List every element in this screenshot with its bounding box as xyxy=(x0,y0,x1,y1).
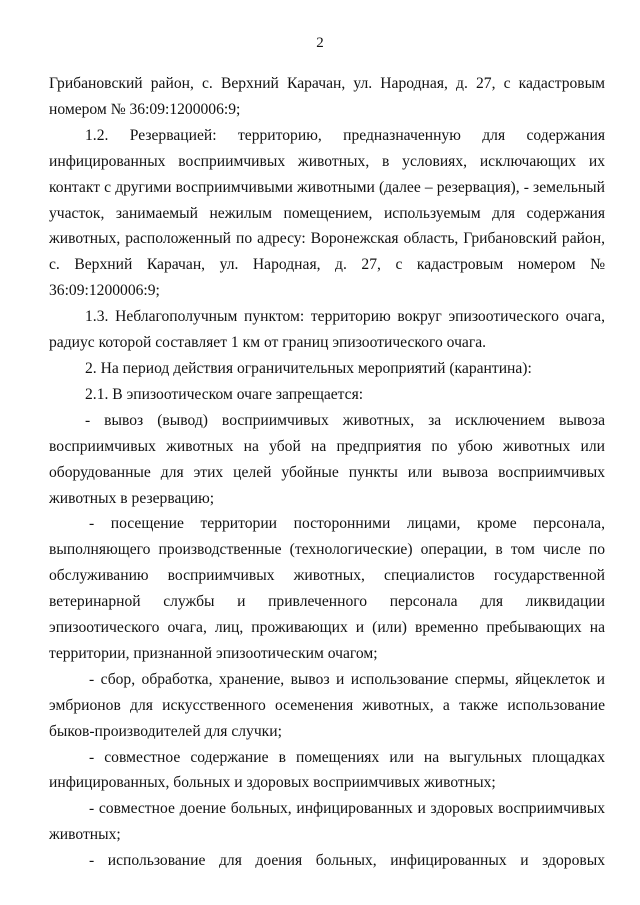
paragraph-1-3-unfavorable-point: 1.3. Неблагополучным пунктом: территорию вокруг эпизоотического очага, радиус которой составляет 1 км от границ эпизоотического очага. xyxy=(49,308,605,352)
paragraph-address-continuation: Грибановский район, с. Верхний Карачан, ул. Народная, д. 27, с кадастровым номером № 36:09:1200006:9; xyxy=(49,75,605,118)
list-item-visits: - посещение территории посторонними лицами, кроме персонала, выполняющего производственные (технологические) операции, в том числе по обслуживанию восприимчивых животных, специалистов государственной ветеринарной службы и привлеченного персонала для ликвидации эпизоотического очага, лиц, проживающих и (или) временно пребывающих на территории, признанной эпизоотическим очагом; xyxy=(49,515,605,662)
paragraph-1-2-reservation: 1.2. Резервацией: территорию, предназначенную для содержания инфицированных восприимчивых животных, в условиях, исключающих их контакт с другими восприимчивыми животными (далее – резервация), - земельный участок, занимаемый нежилым помещением, используемым для содержания животных, расположенный по адресу: Воронежская область, Грибановский район, с. Верхний Карачан, ул. Народная, д. 27, с кадастровым номером № 36:09:1200006:9; xyxy=(49,126,605,300)
list-item-export-animals: - вывоз (вывод) восприимчивых животных, за исключением вывоза восприимчивых животных на убой на предприятия по убою животных или оборудованные для этих целей убойные пункты или вывоза восприимчивых животных в резервацию; xyxy=(49,411,605,507)
list-item-sperm-embryos: - сбор, обработка, хранение, вывоз и использование спермы, яйцеклеток и эмбрионов для искусственного осеменения животных, а также использование быков-производителей для случки; xyxy=(49,670,605,740)
paragraph-2-1-prohibited: 2.1. В эпизоотическом очаге запрещается: xyxy=(85,385,364,403)
document-body xyxy=(49,71,605,874)
list-item-joint-keeping: - совместное содержание в помещениях или на выгульных площадках инфицированных, больных и здоровых восприимчивых животных; xyxy=(49,748,605,792)
paragraph-2-restrictions-heading: 2. На период действия ограничительных мероприятий (карантина): xyxy=(85,359,532,377)
page-number: 2 xyxy=(316,35,324,51)
list-item-joint-milking: - совместное доение больных, инфицированных и здоровых восприимчивых животных; xyxy=(49,800,605,844)
list-item-milking-equipment: - использование для доения больных, инфицированных и здоровых xyxy=(89,852,605,870)
